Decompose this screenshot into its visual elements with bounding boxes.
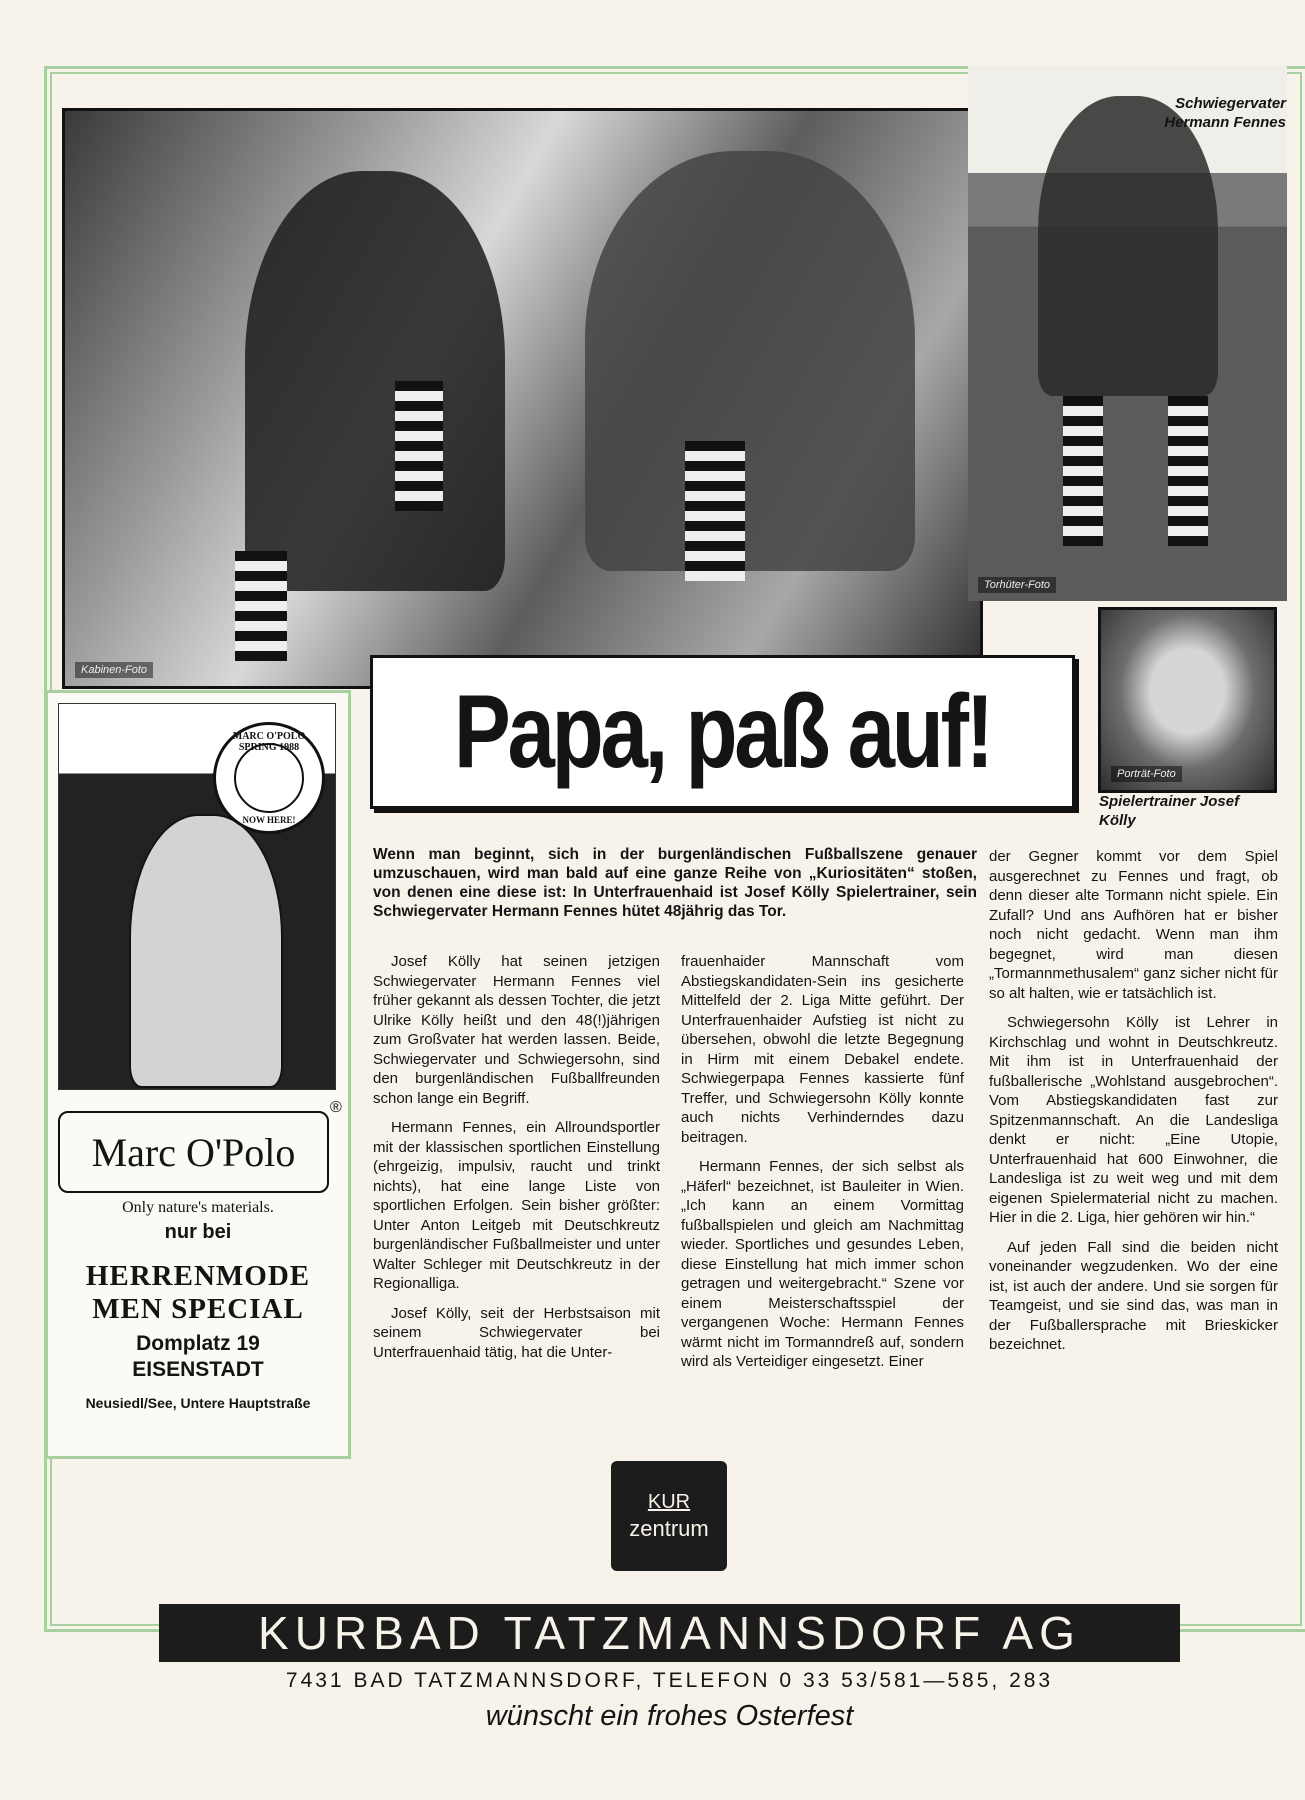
portrait-photo-label: Porträt-Foto bbox=[1111, 766, 1182, 782]
paragraph: Josef Kölly hat seinen jetzigen Schwiegervater Hermann Fennes viel früher gekannt als dessen Tochter, die jetzt Ulrike Kölly heißt und den 48(!)jährigen zum Großvater hat werden lassen. Beide, Schwiegervater und Schwiegersohn, sind den burgenländischen Fußballfreunden schon lange ein Begriff. bbox=[373, 953, 660, 1107]
store-address: Domplatz 19 bbox=[136, 1332, 260, 1355]
paragraph: frauenhaider Mannschaft vom Abstiegskandidaten-Sein ins gesicherte Mittelfeld der 2. Liga Mitte geführt. Der Unterfrauenhaider Aufstieg ist nicht zu übersehen, obwohl die letzte Begegnung in Hirm mit einem Debakel endete. Schwiegerpapa Fennes kassierte fünf Treffer, und Schwiegersohn Kölly konnte auch nichts Verhinderndes dazu beitragen. bbox=[681, 953, 964, 1146]
caption-father: Schwiegervater Hermann Fennes bbox=[1164, 95, 1286, 131]
spring-seal: MARC O'POLO SPRING 1988 NOW HERE! bbox=[213, 722, 325, 834]
ad-tagline: Only nature's materials. bbox=[122, 1199, 274, 1216]
store-name-1: HERRENMODE bbox=[85, 1260, 311, 1292]
store-name-2: MEN SPECIAL bbox=[92, 1293, 304, 1325]
marcopolo-ad bbox=[45, 690, 351, 1459]
store-city: EISENSTADT bbox=[132, 1358, 264, 1381]
headline: Papa, paß auf! bbox=[454, 673, 991, 790]
brand-logo: Marc O'Polo bbox=[58, 1111, 329, 1193]
company-name: KURBAD TATZMANNSDORF AG bbox=[258, 1607, 1081, 1659]
registered-mark: ® bbox=[330, 1099, 342, 1116]
paragraph: der Gegner kommt vor dem Spiel ausgerechnet zu Fennes und fragt, ob denn dieser alte Tormann nicht spiele. Ein Zufall? Und ans Aufhören hat er bisher noch nicht gedacht. Wenn man ihm begegnet, wird man diesen „Tormannmethusalem“ ganz sicher nicht für so alt halten, wie er tatsächlich ist. bbox=[989, 848, 1278, 1002]
logo-line-1: KUR bbox=[647, 1491, 691, 1513]
goalkeeper-photo bbox=[968, 66, 1287, 601]
goalkeeper-photo-label: Torhüter-Foto bbox=[978, 577, 1056, 593]
ad-photo bbox=[58, 703, 336, 1090]
paragraph: Hermann Fennes, der sich selbst als „Häferl“ bezeichnet, ist Bauleiter in Wien. „Ich kann an einem Vormittag fußballspielen und gleich am Nachmittag wieder. Sportliches und gesundes Leben, diese Einstellung hat mich immer schon getragen und weitergebracht.“ Szene vor einem Meisterschaftsspiel der vergangenen Woche: Hermann Fennes wärmt nicht im Tormanndreß auf, sondern wird als Verteidiger eingesetzt. Einer bbox=[681, 1158, 964, 1370]
portrait-photo bbox=[1098, 607, 1277, 793]
logo-line-2: zentrum bbox=[629, 1516, 709, 1541]
paragraph: Schwiegersohn Kölly ist Lehrer in Kirchschlag und wohnt in Deutschkreutz. Mit ihm ist in Unterfrauenhaid der fußballerische „Wohlstand ausgebrochen“. Vom Abstiegskandidaten fast zur Spitzenmannschaft. An die Landesliga denkt er nicht: „Eine Utopie, Unterfrauenhaid hat 600 Einwohner, die Landesliga ist zu weit weg und mit dem eigenen Spielermaterial nicht zu machen. Hier in die 2. Liga, hier gehören wir hin.“ bbox=[989, 1014, 1278, 1226]
headline-box bbox=[370, 655, 1075, 809]
article-column-2 bbox=[681, 952, 964, 1382]
company-address: 7431 BAD TATZMANNSDORF, TELEFON 0 33 53/581—585, 283 bbox=[285, 1669, 1054, 1692]
main-photo-label: Kabinen-Foto bbox=[75, 662, 153, 678]
paragraph: Hermann Fennes, ein Allroundsportler mit der klassischen sportlichen Einstellung (ehrgeizig, impulsiv, raucht und trinkt nichts), hat eine lange Liste von sportlichen Erfolgen. Sein bisher größter: Unter Anton Leitgeb mit Deutschkreutz burgenländischer Fußballmeister und unter Walter Schleger mit Deutschkreutz in der Regionalliga. bbox=[373, 1119, 660, 1292]
greeting: wünscht ein frohes Osterfest bbox=[485, 1700, 854, 1732]
main-photo bbox=[62, 108, 983, 689]
article-lead: Wenn man beginnt, sich in der burgenländischen Fußballszene genauer umzuschauen, wird man bald auf eine ganze Reihe von „Kuriositäten“ stoßen, von denen eine diese ist: In Unterfrauenhaid ist Josef Kölly Spielertrainer, sein Schwiegervater Hermann Fennes hütet 48jährig das Tor. bbox=[373, 846, 977, 920]
paragraph: Auf jeden Fall sind die beiden nicht voneinander wegzudenken. Wo der eine ist, ist auch der andere. Und sie sorgen für Teamgeist, und sie sind das, was man in der Fußballersprache mit Brieskicker bezeichnet. bbox=[989, 1238, 1278, 1353]
article-column-1 bbox=[373, 952, 660, 1372]
caption-trainer: Spielertrainer Josef Kölly bbox=[1099, 793, 1240, 829]
paragraph: Josef Kölly, seit der Herbstsaison mit seinem Schwiegervater bei Unterfrauenhaid tätig, hat die Unter- bbox=[373, 1304, 660, 1361]
store-branch: Neusiedl/See, Untere Hauptstraße bbox=[85, 1395, 311, 1411]
article-column-3 bbox=[989, 847, 1278, 1365]
company-banner bbox=[159, 1604, 1180, 1662]
kurzentrum-logo bbox=[611, 1461, 727, 1571]
ad-nur-bei: nur bei bbox=[164, 1221, 232, 1243]
kurbad-ad bbox=[44, 1453, 1294, 1628]
